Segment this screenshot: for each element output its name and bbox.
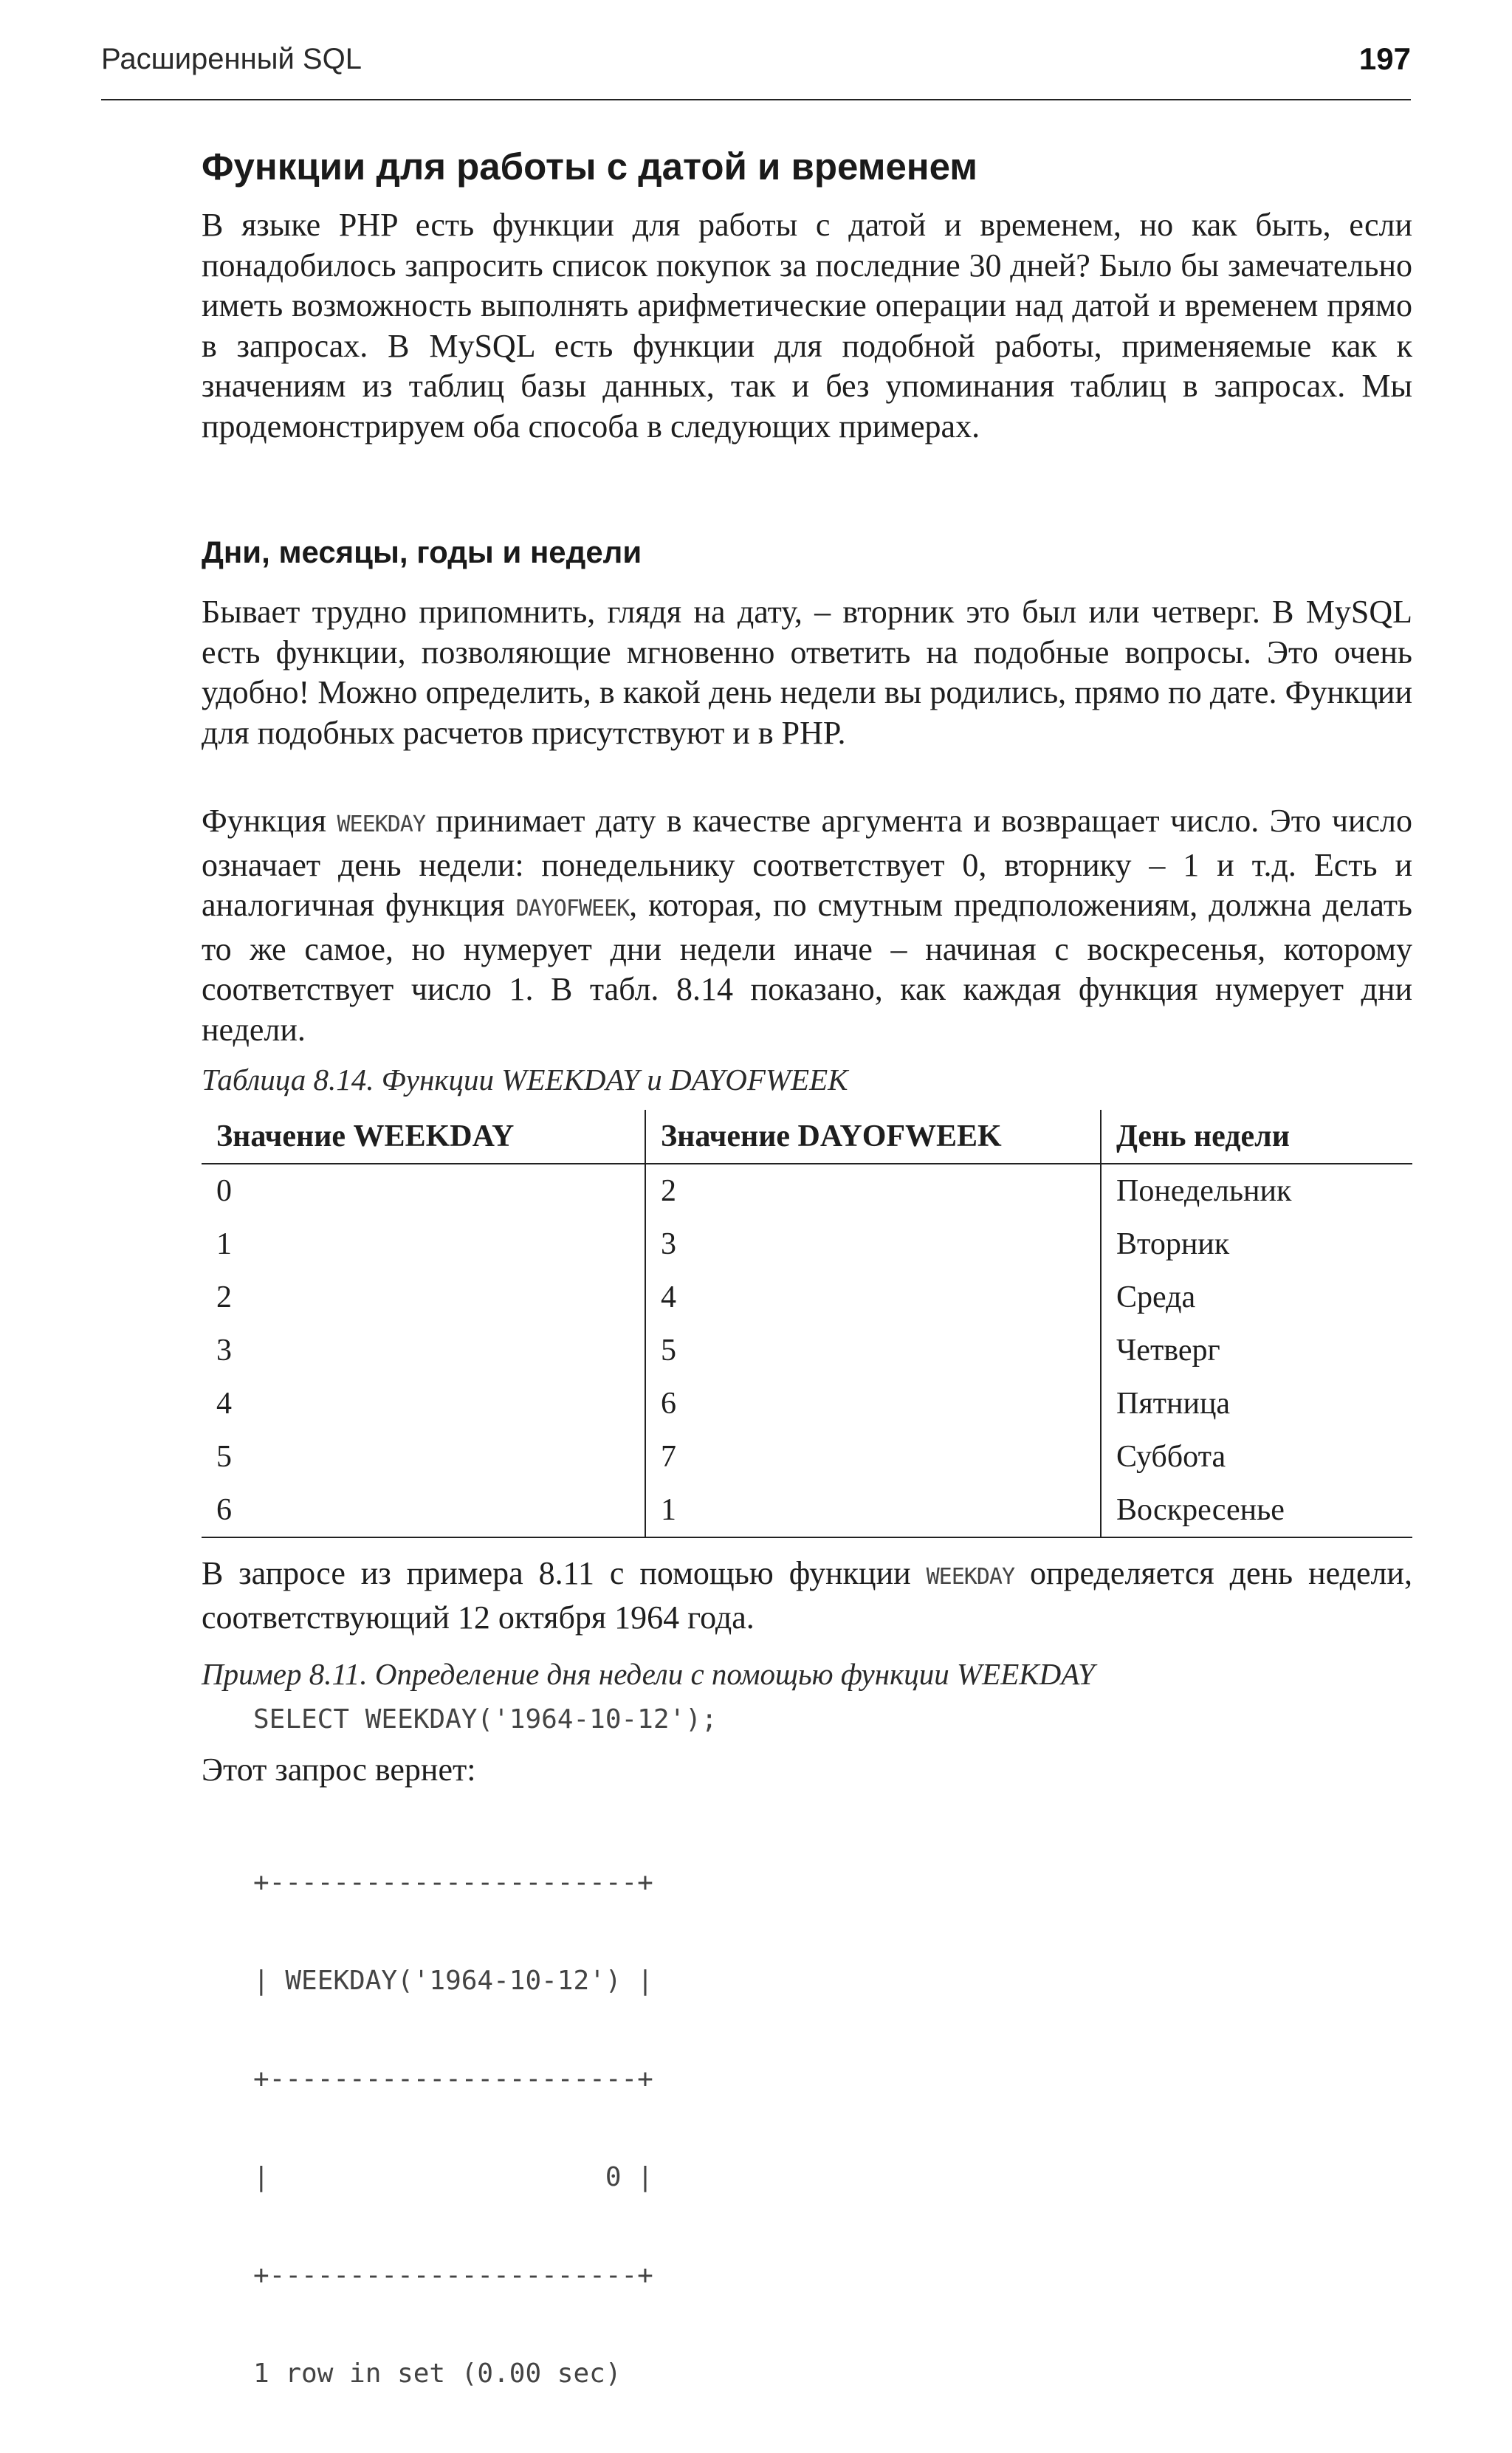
subsection-paragraph-1: Бывает трудно припомнить, глядя на дату, – вторник это был или четверг. В MySQL есть функции, позволяющие мгновенно ответить на подобные вопросы. Это очень удобно! Можно определить, в какой день недели вы родились, прямо по дате. Функции для подобных расчетов присутствуют и в PHP. bbox=[202, 594, 1412, 751]
cell-weekday: 1 bbox=[202, 1218, 645, 1271]
cell-weekday: 2 bbox=[202, 1271, 645, 1324]
para2-text-2: принимает дату в качестве аргумента и возвращает число. Это число означает день недели: понедельнику соответствует 0, вторнику – 1 и т.д. Есть и аналогичная функция bbox=[202, 803, 1412, 923]
cell-day-name: Суббота bbox=[1116, 1440, 1226, 1474]
section-intro: В языке PHP есть функции для работы с датой и временем, но как быть, если понадобилось запросить список покупок за последние 30 дней? Было бы замечательно иметь возможность выполнять арифметические операции над датой и временем прямо в запросах. В MySQL есть функции для подобной работы, применяемые как к значениям из таблиц базы данных, так и без упоминания таблиц в запросах. Мы продемонстрируем оба способа в следующих примерах. bbox=[202, 207, 1412, 445]
table-row bbox=[202, 1430, 1412, 1483]
cell-dayofweek: 1 bbox=[645, 1483, 1101, 1537]
cell-day-name: Понедельник bbox=[1116, 1174, 1292, 1208]
cell-weekday: 4 bbox=[202, 1377, 645, 1430]
page-number: 197 bbox=[1358, 41, 1411, 76]
table-header-dayofweek: Значение DAYOFWEEK bbox=[645, 1110, 1101, 1164]
result-line: 1 row in set (0.00 sec) bbox=[253, 2358, 622, 2389]
inline-code-weekday-2: WEEKDAY bbox=[926, 1564, 1015, 1590]
query-result-block bbox=[253, 1803, 653, 2453]
inline-code-weekday: WEEKDAY bbox=[337, 812, 425, 837]
cell-weekday: 0 bbox=[202, 1164, 645, 1218]
table-row bbox=[202, 1218, 1412, 1271]
result-line: +-----------------------+ bbox=[253, 2064, 653, 2094]
table-header-row bbox=[202, 1110, 1412, 1164]
result-line: | 0 | bbox=[253, 2162, 653, 2192]
result-line: | WEEKDAY('1964-10-12') | bbox=[253, 1966, 653, 1996]
para2-text-3: , которая, по смутным предположениям, должна делать то же самое, но нумерует дни недели иначе – начиная с воскресенья, которому соответствует число 1. В табл. 8.14 показано, как каждая функция нумерует дни недели. bbox=[202, 887, 1412, 1048]
header-rule bbox=[101, 99, 1411, 100]
cell-dayofweek: 5 bbox=[645, 1324, 1101, 1377]
para2-text-1: Функция bbox=[202, 803, 337, 839]
after-table-text-1: В запросе из примера 8.11 с помощью функции bbox=[202, 1555, 927, 1591]
result-line: +-----------------------+ bbox=[253, 2260, 653, 2291]
cell-day-name: Среда bbox=[1116, 1280, 1196, 1314]
cell-day-name: Четверг bbox=[1116, 1334, 1220, 1368]
table-row bbox=[202, 1483, 1412, 1537]
cell-weekday: 3 bbox=[202, 1324, 645, 1377]
subsection-paragraph-2 bbox=[202, 801, 1412, 1050]
result-intro: Этот запрос вернет: bbox=[202, 1752, 476, 1788]
subsection-title: Дни, месяцы, годы и недели bbox=[202, 535, 642, 569]
table-row bbox=[202, 1324, 1412, 1377]
cell-weekday: 6 bbox=[202, 1483, 645, 1537]
after-table-text-2: определяется день недели, соответствующий 12 октября 1964 года. bbox=[202, 1555, 1412, 1636]
result-line: +-----------------------+ bbox=[253, 1867, 653, 1898]
after-table-paragraph bbox=[202, 1554, 1412, 1638]
table-row bbox=[202, 1164, 1412, 1218]
cell-day-name: Пятница bbox=[1116, 1387, 1231, 1421]
cell-dayofweek: 2 bbox=[645, 1164, 1101, 1218]
cell-day-name: Вторник bbox=[1116, 1227, 1230, 1261]
inline-code-dayofweek: DAYOFWEEK bbox=[515, 896, 630, 922]
cell-dayofweek: 7 bbox=[645, 1430, 1101, 1483]
table-row bbox=[202, 1377, 1412, 1430]
example-query-code: SELECT WEEKDAY('1964-10-12'); bbox=[253, 1704, 718, 1735]
weekday-table bbox=[202, 1110, 1412, 1538]
cell-dayofweek: 4 bbox=[645, 1271, 1101, 1324]
table-row bbox=[202, 1271, 1412, 1324]
table-header-day: День недели bbox=[1101, 1110, 1412, 1164]
cell-dayofweek: 6 bbox=[645, 1377, 1101, 1430]
cell-day-name: Воскресенье bbox=[1101, 1483, 1412, 1537]
cell-weekday: 5 bbox=[202, 1430, 645, 1483]
cell-dayofweek: 3 bbox=[645, 1218, 1101, 1271]
running-title: Расширенный SQL bbox=[101, 43, 362, 75]
table-caption: Таблица 8.14. Функции WEEKDAY и DAYOFWEEK bbox=[202, 1063, 848, 1097]
table-header-weekday: Значение WEEKDAY bbox=[202, 1110, 645, 1164]
section-title: Функции для работы с датой и временем bbox=[202, 145, 978, 188]
example-caption: Пример 8.11. Определение дня недели с помощью функции WEEKDAY bbox=[202, 1657, 1095, 1691]
